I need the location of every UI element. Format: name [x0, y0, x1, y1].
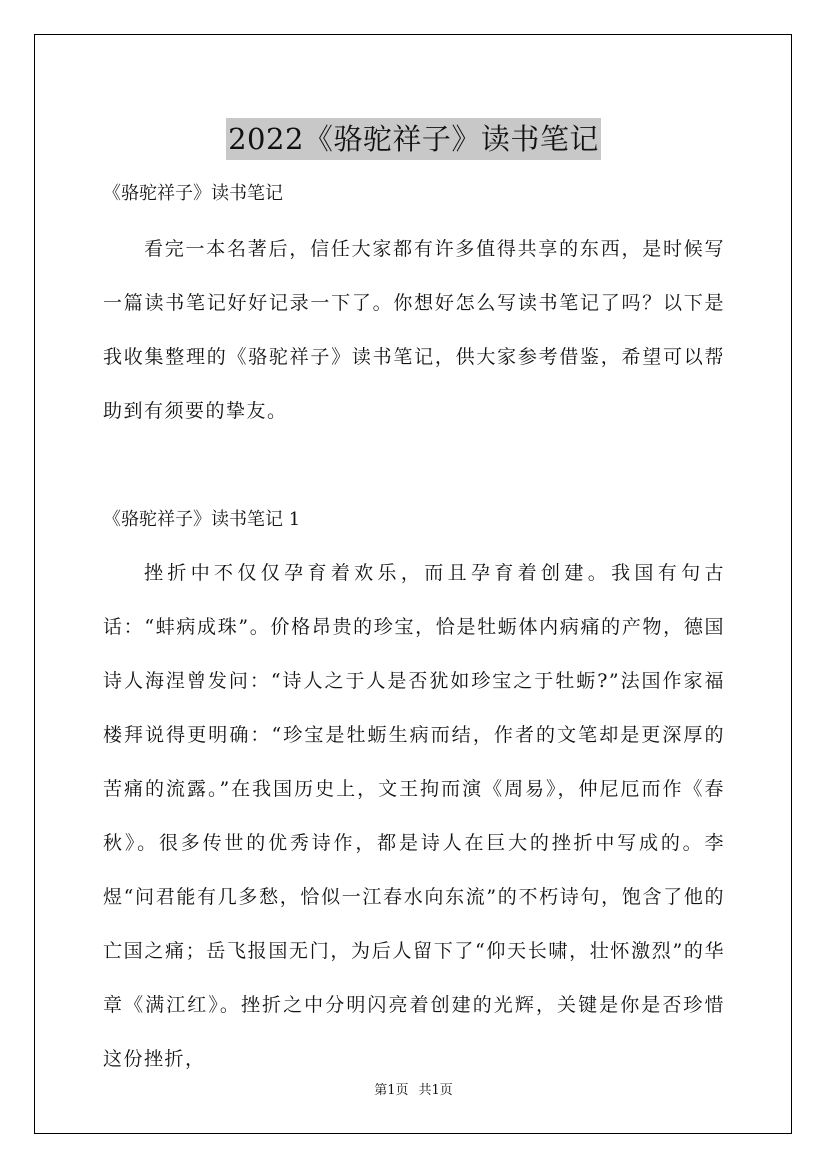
page-footer: [0, 1082, 827, 1100]
section1-paragraph: 挫折中不仅仅孕育着欢乐，而且孕育着创建。我国有句古话：“蚌病成珠”。价格昂贵的珍宝，恰是牡蛎体内病痛的产物，德国诗人海涅曾发问：“诗人之于人是否犹如珍宝之于牡蛎?”法国作家福楼拜说得更明确：“珍宝是牡蛎生病而结，作者的文笔却是更深厚的苦痛的流露。”在我国历史上，文王拘而演《周易》，仲尼厄而作《春秋》。很多传世的优秀诗作，都是诗人在巨大的挫折中写成的。李煜“问君能有几多愁，恰似一江春水向东流”的不朽诗句，饱含了他的亡国之痛；岳飞报国无门，为后人留下了“仰天长啸，壮怀激烈”的华章《满江红》。挫折之中分明闪亮着创建的光辉，关键是你是否珍惜这份挫折，: [103, 562, 725, 1070]
page-total: 共1页: [418, 1083, 453, 1098]
title-container: [0, 99, 827, 180]
page-number: 第1页: [374, 1083, 409, 1098]
document-title: 2022《骆驼祥子》读书笔记: [226, 118, 601, 160]
intro-heading: 《骆驼祥子》读书笔记: [103, 183, 283, 204]
section1-heading: 《骆驼祥子》读书笔记 1: [103, 509, 301, 530]
intro-paragraph: 看完一本名著后，信任大家都有许多值得共享的东西，是时候写一篇读书笔记好好记录一下了。你想好怎么写读书笔记了吗？以下是我收集整理的《骆驼祥子》读书笔记，供大家参考借鉴，希望可以帮助到有须要的挚友。: [103, 238, 725, 422]
